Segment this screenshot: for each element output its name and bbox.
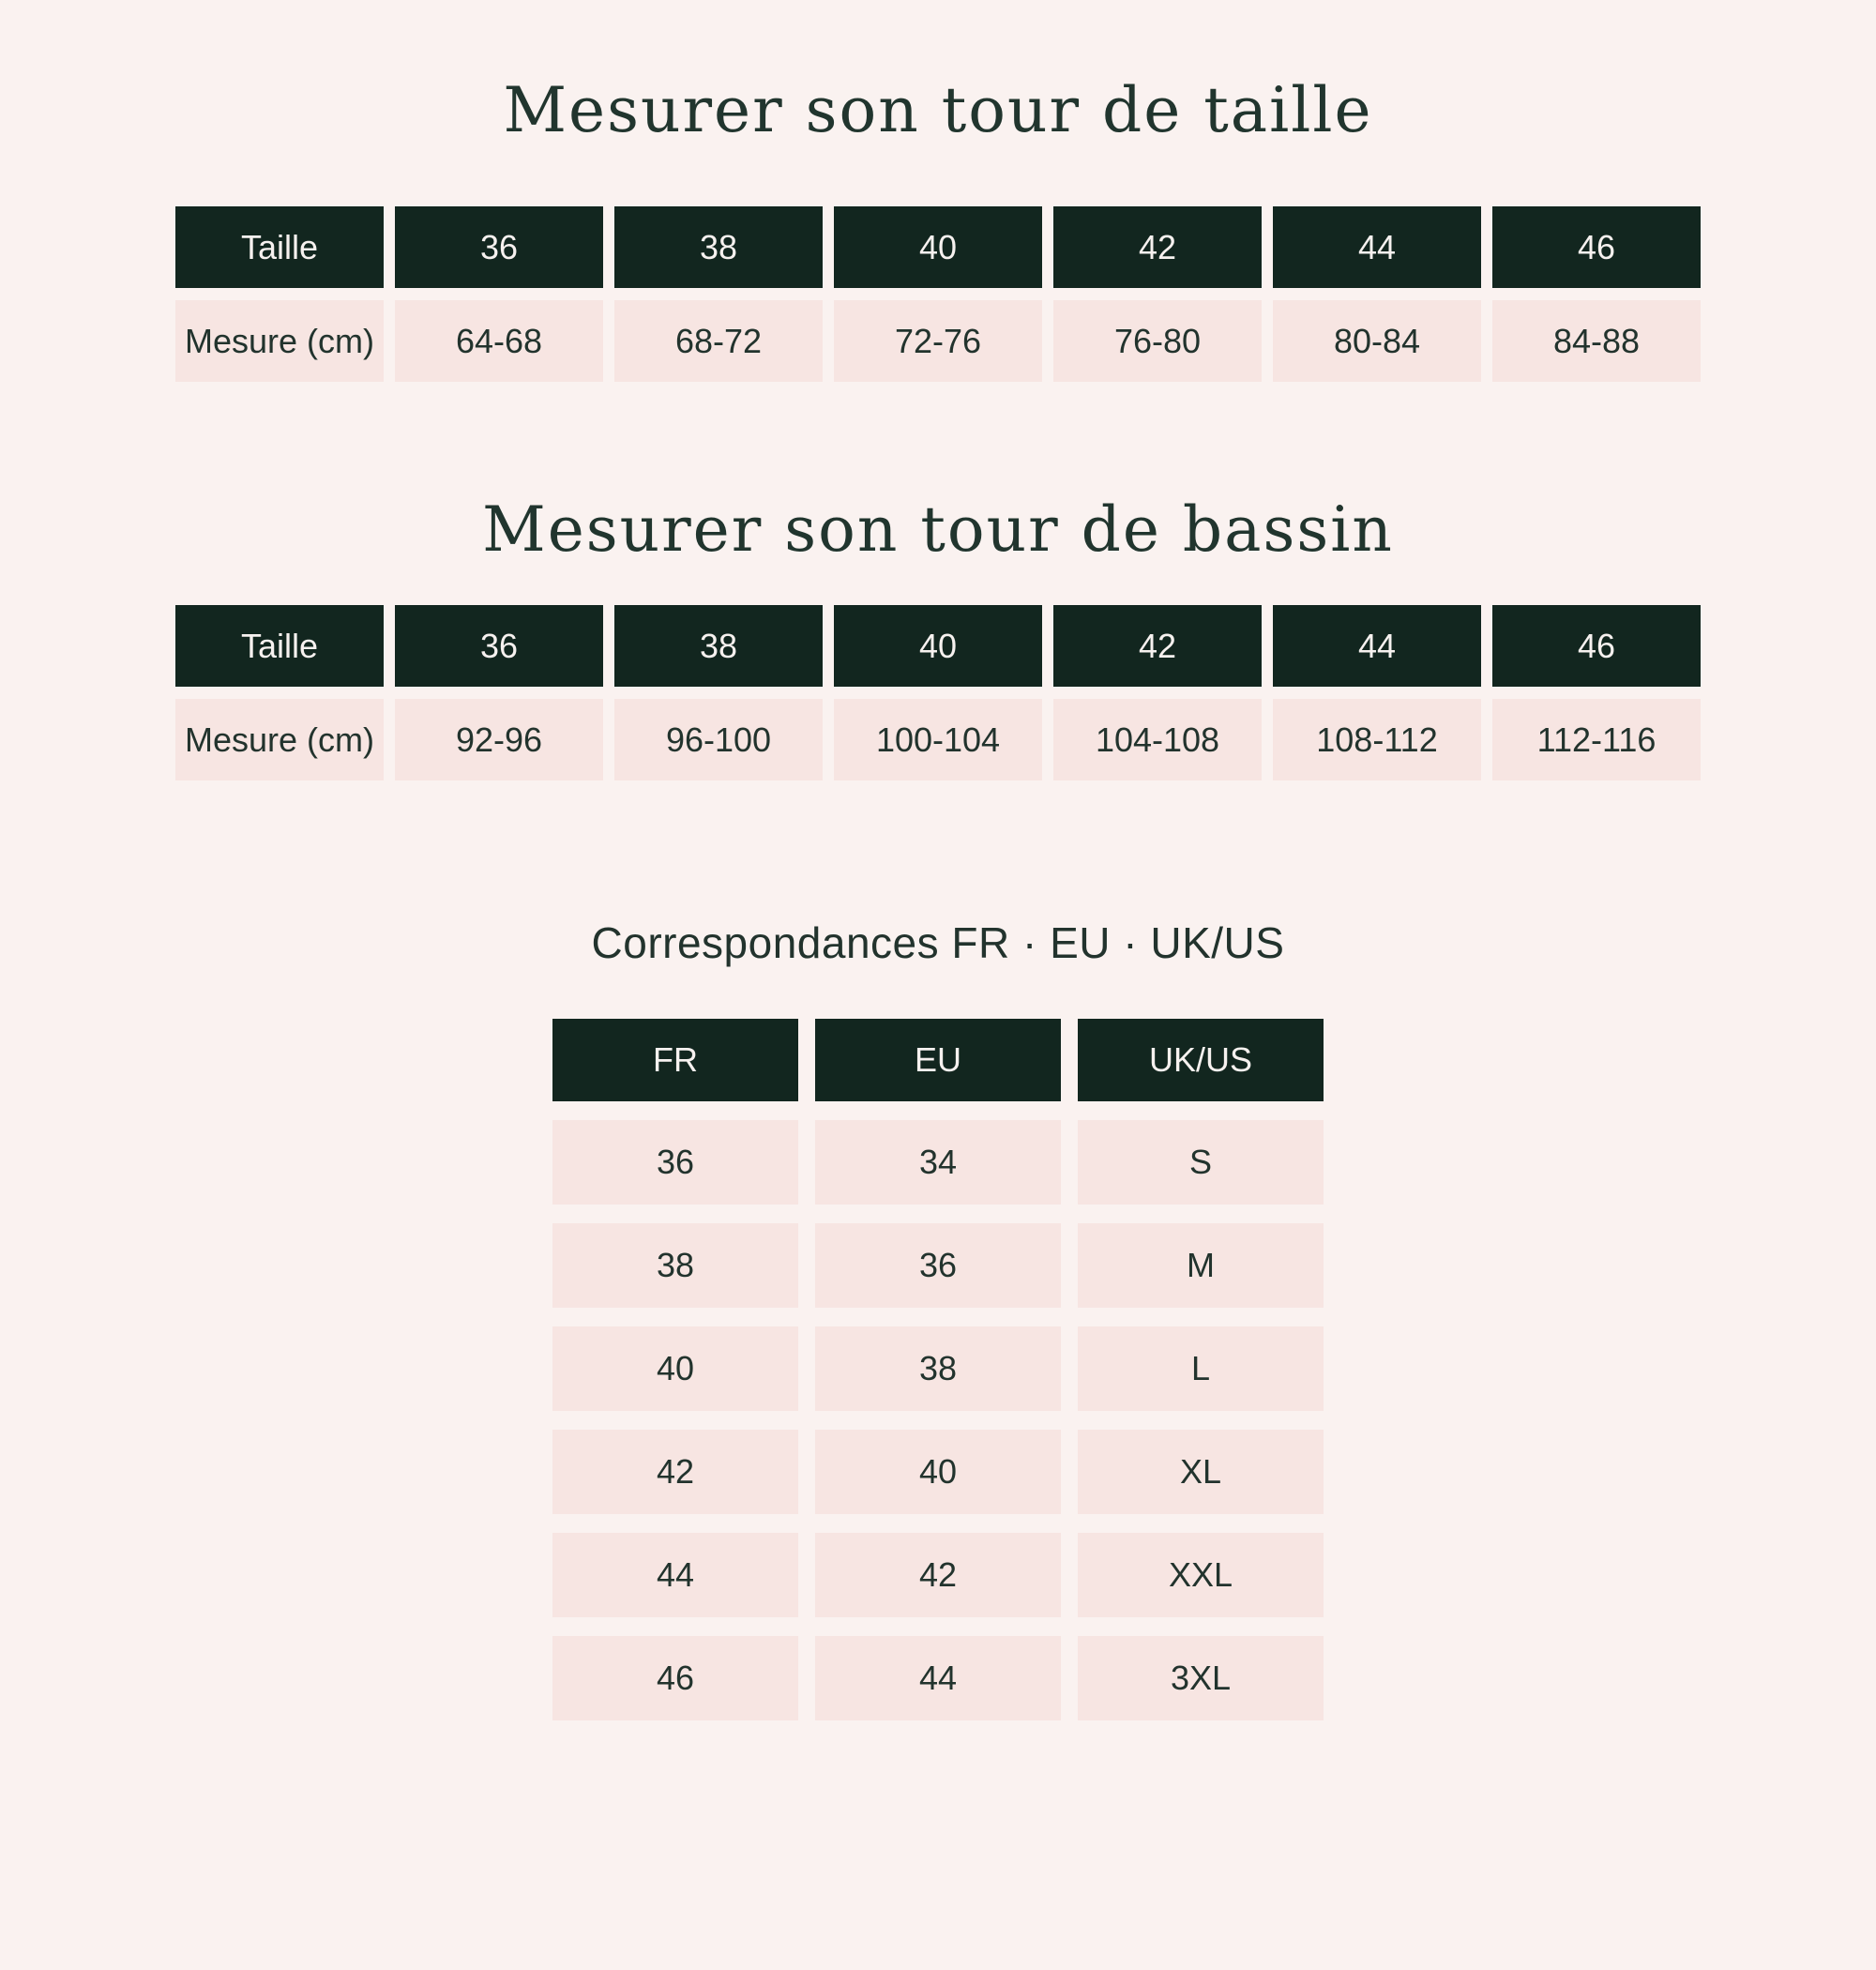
size-header-cell: FR	[552, 1019, 798, 1101]
size-header-cell: EU	[815, 1019, 1061, 1101]
size-value-cell: 36	[815, 1223, 1061, 1308]
size-header-cell: 42	[1053, 206, 1262, 288]
table-data-row	[552, 1533, 1324, 1617]
size-header-cell: 38	[614, 605, 823, 687]
size-value-cell: 44	[815, 1636, 1061, 1720]
size-header-cell: 40	[834, 605, 1042, 687]
waist-section-title: Mesurer son tour de taille	[503, 74, 1373, 146]
size-header-cell: 44	[1273, 605, 1481, 687]
size-value-cell: S	[1078, 1120, 1324, 1205]
size-value-cell: 64-68	[395, 300, 603, 382]
size-header-cell: 40	[834, 206, 1042, 288]
size-value-cell: 112-116	[1492, 699, 1701, 780]
size-header-cell: Taille	[175, 206, 384, 288]
correspondences-table	[552, 1019, 1324, 1739]
table-data-row	[552, 1223, 1324, 1308]
size-value-cell: 42	[552, 1430, 798, 1514]
hip-size-table	[175, 605, 1701, 793]
correspondences-section-title: Correspondances FR · EU · UK/US	[591, 918, 1285, 967]
table-header-row	[175, 206, 1701, 288]
size-value-cell: 84-88	[1492, 300, 1701, 382]
size-value-cell: 80-84	[1273, 300, 1481, 382]
size-value-cell: 76-80	[1053, 300, 1262, 382]
size-value-cell: 46	[552, 1636, 798, 1720]
size-value-cell: L	[1078, 1326, 1324, 1411]
size-value-cell: 44	[552, 1533, 798, 1617]
size-value-cell: 72-76	[834, 300, 1042, 382]
table-data-row	[175, 699, 1701, 780]
size-value-cell: Mesure (cm)	[175, 300, 384, 382]
table-header-row	[175, 605, 1701, 687]
size-header-cell: 36	[395, 605, 603, 687]
size-value-cell: 104-108	[1053, 699, 1262, 780]
table-header-row	[552, 1019, 1324, 1101]
size-value-cell: 96-100	[614, 699, 823, 780]
size-header-cell: 46	[1492, 605, 1701, 687]
size-value-cell: 40	[552, 1326, 798, 1411]
waist-size-table	[175, 206, 1701, 394]
table-data-row	[552, 1120, 1324, 1205]
size-header-cell: UK/US	[1078, 1019, 1324, 1101]
size-value-cell: 108-112	[1273, 699, 1481, 780]
size-value-cell: 40	[815, 1430, 1061, 1514]
size-value-cell: 68-72	[614, 300, 823, 382]
table-data-row	[552, 1636, 1324, 1720]
size-value-cell: 92-96	[395, 699, 603, 780]
size-value-cell: XXL	[1078, 1533, 1324, 1617]
size-value-cell: 38	[552, 1223, 798, 1308]
size-header-cell: 42	[1053, 605, 1262, 687]
size-value-cell: Mesure (cm)	[175, 699, 384, 780]
size-value-cell: 100-104	[834, 699, 1042, 780]
table-data-row	[552, 1326, 1324, 1411]
table-data-row	[175, 300, 1701, 382]
size-value-cell: 38	[815, 1326, 1061, 1411]
size-value-cell: 36	[552, 1120, 798, 1205]
hip-section-title: Mesurer son tour de bassin	[482, 493, 1394, 566]
size-value-cell: XL	[1078, 1430, 1324, 1514]
table-data-row	[552, 1430, 1324, 1514]
size-header-cell: 44	[1273, 206, 1481, 288]
size-header-cell: 46	[1492, 206, 1701, 288]
size-value-cell: 34	[815, 1120, 1061, 1205]
size-header-cell: Taille	[175, 605, 384, 687]
size-value-cell: M	[1078, 1223, 1324, 1308]
size-value-cell: 3XL	[1078, 1636, 1324, 1720]
size-header-cell: 38	[614, 206, 823, 288]
size-value-cell: 42	[815, 1533, 1061, 1617]
size-header-cell: 36	[395, 206, 603, 288]
